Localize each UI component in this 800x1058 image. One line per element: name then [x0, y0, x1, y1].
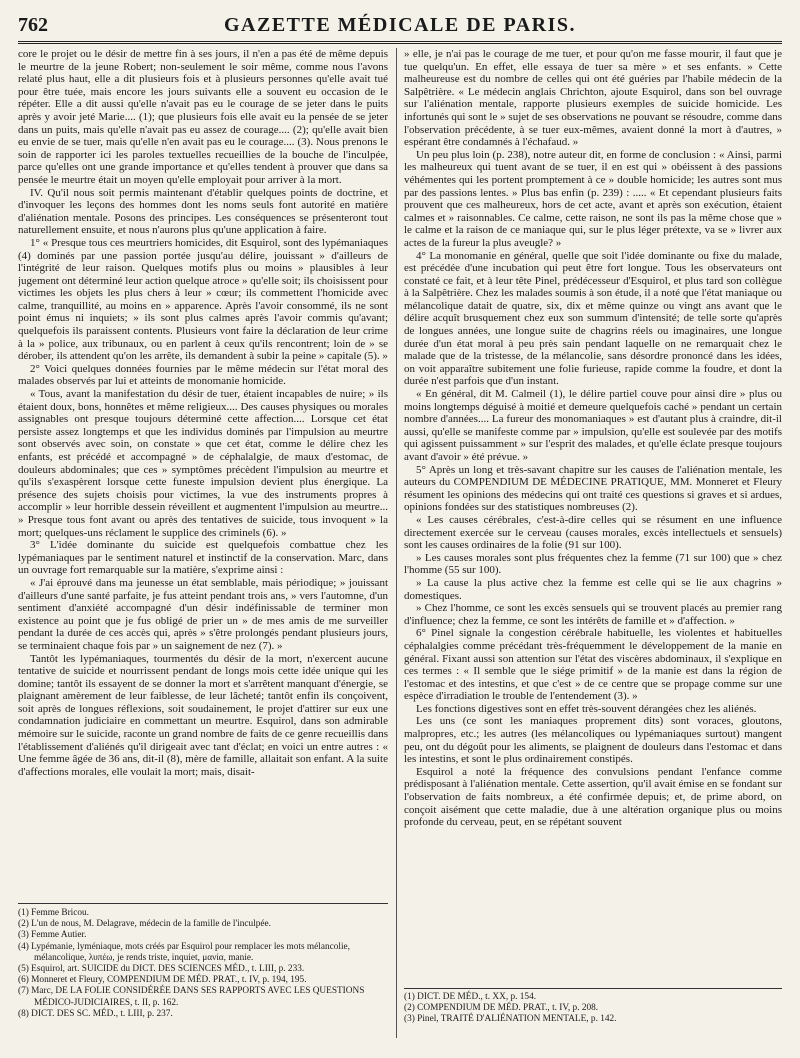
- left-column: [18, 48, 388, 900]
- journal-title: GAZETTE MÉDICALE DE PARIS.: [223, 14, 577, 36]
- paragraph: Esquirol a noté la fréquence des convulsions pendant l'enfance comme prédisposant à l'aliénation mentale. Cette assertion, qu'il avait émise en se fondant sur l'observation de faits nombreux, a été confirmée depuis; et, de prime abord, on conçoit aisément que cette maladie, due à une altération organique plus ou moins profonde du cerveau, peut, en se répétant souvent: [404, 765, 782, 829]
- page-number: 762: [18, 14, 48, 36]
- footnote-separator: [18, 903, 388, 904]
- paragraph: « En général, dit M. Calmeil (1), le délire partiel couve pour ainsi dire » plus ou moins longtemps déguisé à moitié et demeure quelquefois caché » pendant un certain nombre d'années.... La fureur des monomaniaques » est d'autant plus à craindre, dit-il aussi, qu'elle se manifeste comme par » impulsion, qu'elle est soulevée par des motifs qui agissent puissamment » sur l'esprit des malades, et qu'elle éclate presque toujours avant d'avoir » été prévue. »: [404, 388, 782, 463]
- footnote: (2) L'un de nous, M. Delagrave, médecin de la famille de l'inculpée.: [18, 919, 271, 930]
- footnotes-right: [404, 992, 782, 1026]
- paragraph: « J'ai éprouvé dans ma jeunesse un état semblable, mais périodique; » jouissant d'ailleurs d'une santé parfaite, je fus atteint pendant trois ans, » vers l'automne, d'un sentiment d'anxiété accompagné d'un désir indéfinissable de terminer mon existence au point que je fus obligé de prier un » de mes amis de me surveiller pendant la durée de ces accès qui, après » s'être prolongés pendant plusieurs jours, se terminaient chaque fois par » un saignement de nez (7). »: [18, 576, 388, 652]
- paragraph: 3° L'idée dominante du suicide est quelquefois combattue chez les lypémaniaques par le sentiment naturel et instinctif de la conservation. Marc, dans un ouvrage fort remarquable sur la matière, s'exprime ainsi :: [18, 539, 388, 577]
- paragraph: » elle, je n'ai pas le courage de me tuer, et pour qu'on me fasse mourir, il faut que je tue quelqu'un. En effet, elle essaya de tuer sa mère » et ses enfants. » Cette malheureuse est du nombre de celles qui ont été guéries par l'habile médecin de la Salpêtrière. « Le médecin anglais Chrichton, ajoute Esquirol, dans son bel ouvrage sur l'aliénation mentale, rapporte plusieurs exemples de suicide homicide. Les infortunés qui sont le » sujet de ses observations ne pouvant se résoudre, comme dans l'observation précédente, à se tuer eux-mêmes, avaient donné la mort à d'autres, » espérant être condamnés à l'échafaud. »: [404, 48, 782, 149]
- paragraph: 4° La monomanie en général, quelle que soit l'idée dominante ou fixe du malade, est précédée d'une incubation qui peut être fort longue. Tous les observateurs ont constaté ce fait, et à leur tête Pinel, prédécesseur d'Esquirol, et plus tard son collègue à la Salpêtrière. Chez les malades soumis à son étude, il a noté que l'état maniaque ou mélancolique datait de quatre, six, dix et même quinze ou vingt ans avant que le délire acquît brusquement chez eux son summum d'intensité; de telle sorte qu'après de longues années, une longue suite de chagrins réels ou imaginaires, une longue durée d'un état moral à peu près sain pendant laquelle on ne remarquait chez le malade que de la tristesse, de la mélancolie, sans désordre prononcé dans les idées, on voit apparaître subitement une folie furieuse, rapide comme la foudre, et dont la durée n'est parfois que d'un instant.: [404, 249, 782, 388]
- paragraph: Les uns (ce sont les maniaques proprement dits) sont voraces, gloutons, malpropres, etc.; les autres (les mélancoliques ou lypémaniaques surtout) mangent peu, ont du dégoût pour les aliments, se plaignent de douleurs dans l'estomac et dans les intestins, et sont le plus ordinairement constipés.: [404, 715, 782, 766]
- footnote: (8) DICT. DES SC. MÉD., t. LIII, p. 237.: [18, 1008, 173, 1019]
- column-divider: [396, 48, 397, 1038]
- footnote: (4) Lypémanie, lyméniaque, mots créés par Esquirol pour remplacer les mots mélancolie, mélancolique, λυπέω, je rends triste, inquiet, μανία, manie.: [18, 941, 350, 963]
- paragraph: Tantôt les lypémaniaques, tourmentés du désir de la mort, n'exercent aucune tentative de suicide et nourrissent pendant de longs mois cette idée unique qui les domine; tantôt ils essayent de se donner la mort et s'arrêtent manquant d'énergie, se plaignant amèrement de leur faiblesse, de leur lâcheté; tantôt enfin ils conçoivent, soit après de longues réflexions, soit soudainement, le projet d'attirer sur eux une condamnation judiciaire en commettant un meurtre. Esquirol, dans son admirable mémoire sur le suicide, raconte un grand nombre de faits de ce genre recueillis dans l'établissement d'aliénés qu'il dirigeait avec tant d'éclat; en voici un entre autres : « Une femme âgée de 36 ans, dit-il (8), mère de famille, allaitait son enfant. A la suite d'affections morales, elle voulait la mort; mais, disait-: [18, 652, 388, 778]
- footnote: (3) Pinel, TRAITÉ D'ALIÉNATION MENTALE, p. 142.: [404, 1014, 617, 1025]
- header-rule: [18, 41, 782, 44]
- footnote: (6) Monneret et Fleury, COMPENDIUM DE MÉD. PRAT., t. IV, p. 194, 195.: [18, 975, 307, 986]
- paragraph: IV. Qu'il nous soit permis maintenant d'établir quelques points de doctrine, et d'invoquer les leçons des hommes dont les noms seuls font autorité en matière d'aliénation mentale. Posons des principes. Les conséquences se présenteront tout naturellement ensuite, et nous n'aurons plus qu'une application à faire.: [18, 186, 388, 237]
- right-column: [404, 48, 782, 985]
- footnote: (5) Esquirol, art. SUICIDE du DICT. DES SCIENCES MÉD., t. LIII, p. 233.: [18, 964, 305, 975]
- paragraph: « Les causes cérébrales, c'est-à-dire celles qui se résument en une influence directement exercée sur le cerveau (causes morales, excès intellectuels et sensuels) sont les causes ordinaires de la folie (91 sur 100).: [404, 513, 782, 552]
- paragraph: 2° Voici quelques données fournies par le même médecin sur l'état moral des malades observés par lui et atteints de monomanie homicide.: [18, 362, 388, 388]
- paragraph: 5° Après un long et très-savant chapitre sur les causes de l'aliénation mentale, les auteurs du COMPENDIUM DE MÉDECINE PRATIQUE, MM. Monneret et Fleury résument les opinions des médecins qui ont traité ces questions si graves et si ardues, opinions fondées sur des statistiques nombreuses (2).: [404, 463, 782, 514]
- paragraph: core le projet ou le désir de mettre fin à ses jours, il n'en a pas été de même depuis le meurtre de la jeune Robert; non-seulement le soir même, comme nous l'avons relaté plus haut, elle a dit plusieurs fois et à plusieurs personnes qu'elle avait tué pour être tuée, mais encore les jours suivants elle a souvent eu occasion de le répéter. Elle a dit aussi qu'elle n'avait pas eu le courage de se jeter dans le puits après y avoir jeté Marie.... (1); que plusieurs fois elle avait eu la pensée de se jeter dans un puits, mais qu'elle n'avait pas eu assez de courage.... (2); qu'elle avait bien eu envie de se tuer, mais qu'elle n'en avait pas eu le courage.... (3). Nous prenons le soin de rapporter ici les paroles textuelles recueillies de la bouche de l'inculpée, parce qu'elles ont une grande importance et qu'elles tendent à prouver que dans sa pensée le meurtre était un moyen qu'elle employait pour arriver à la mort.: [18, 48, 388, 186]
- footnote: (3) Femme Autier.: [18, 930, 87, 941]
- paragraph: » Chez l'homme, ce sont les excès sensuels qui se trouvent placés au premier rang d'influence; chez la femme, ce sont les intérêts de famille et » d'affection. »: [404, 602, 782, 627]
- footnotes-left: [18, 908, 388, 1020]
- paragraph: 1° « Presque tous ces meurtriers homicides, dit Esquirol, sont des lypémaniaques (4) dominés par une passion portée jusqu'au délire, jouissant » d'ailleurs de l'intégrité de leur raison. Quelques motifs plus ou moins » plausibles à leur jugement ont déterminé leur action quelque atroce » qu'elle soit; ils choisissent pour victimes les objets les plus chers à leur » cœur; ils commettent l'homicide avec calme, tranquillité, au moins en » apparence. Après l'avoir consommé, ils ne sont point émus ni inquiets; » ils sont plus calmes après l'avoir commis qu'avant; quelquefois ils paraissent contents. Plusieurs vont faire la déclaration de leur crime à la » police, aux tribunaux, ou en parlent à ceux qu'ils rencontrent; loin de » se dérober, ils attendent qu'on les arrête, ils demandent à subir la peine » capitale (5). »: [18, 236, 388, 363]
- paragraph: 6° Pinel signale la congestion cérébrale habituelle, les violentes et habituelles céphalalgies comme précédant très-fréquemment le développement de la manie en général. Fixant aussi son attention sur l'état des viscères abdominaux, il s'explique en ces termes : « Il semble que le siége primitif » de la manie est dans la région de l'estomac et des intestins, et que c'est » de ce centre que se propage comme sur une espèce d'irradiation le trouble de l'entendement (3). »: [404, 627, 782, 703]
- footnote-separator: [404, 988, 782, 989]
- paragraph: » La cause la plus active chez la femme est celle qui se lie aux chagrins » domestiques.: [404, 576, 782, 602]
- footnote: (2) COMPENDIUM DE MÉD. PRAT., t. IV, p. 208.: [404, 1003, 599, 1014]
- footnote: (1) DICT. DE MÉD., t. XX, p. 154.: [404, 992, 537, 1002]
- page-header: [18, 14, 782, 38]
- paragraph: « Tous, avant la manifestation du désir de tuer, étaient incapables de nuire; » ils étaient doux, bons, honnêtes et même religieux.... Des causes physiques ou morales assignables ont presque toujours déterminé cette affection.... Lorsque cet état persiste assez longtemps et que les individus dominés par l'impulsion au meurtre sont observés avec soin, on constate » que cet état, comme le délire chez les enfants, est précédé et accompagné » de céphalalgie, de maux d'estomac, de douleurs abdominales; que ces » symptômes précèdent l'impulsion au meurtre et qu'ils s'exaspèrent lorsque cette funeste impulsion devient plus énergique. La présence des sujets choisis pour victimes, la vue des instruments propres à accomplir » leur horrible dessein réveillent et augmentent l'impulsion au meurtre... » Presque tous font avant ou après des tentatives de suicide, tous invoquent » la mort; quelques-uns réclament le supplice des criminels (6). »: [18, 388, 388, 539]
- footnote: (1) Femme Bricou.: [18, 908, 90, 918]
- paragraph: » Les causes morales sont plus fréquentes chez la femme (71 sur 100) que » chez l'homme (55 sur 100).: [404, 551, 782, 577]
- paragraph: Un peu plus loin (p. 238), notre auteur dit, en forme de conclusion : « Ainsi, parmi les malheureux qui tuent avant de se tuer, il en est qui » obéissent à des passions véhémentes qui les portent promptement à ce » double homicide; les autres sont mus par des passions lentes. » Plus bas enfin (p. 239) : ..... « Et cependant plusieurs faits prouvent que ces malheureux, hors de cet acte, avant et après son exécution, étaient calmes et » raisonnables. Ce calme, cette raison, ne sont ils pas la même chose que » le calme et la raison de ce maniaque qui, sur le plus léger prétexte, va se » livrer aux actes de la fureur la plus aveugle? »: [404, 148, 782, 249]
- footnote: (7) Marc, DE LA FOLIE CONSIDÉRÉE DANS SES RAPPORTS AVEC LES QUESTIONS MÉDICO-JUDICIAIRES, t. II, p. 162.: [18, 986, 365, 1008]
- paragraph: Les fonctions digestives sont en effet très-souvent dérangées chez les aliénés.: [416, 702, 757, 715]
